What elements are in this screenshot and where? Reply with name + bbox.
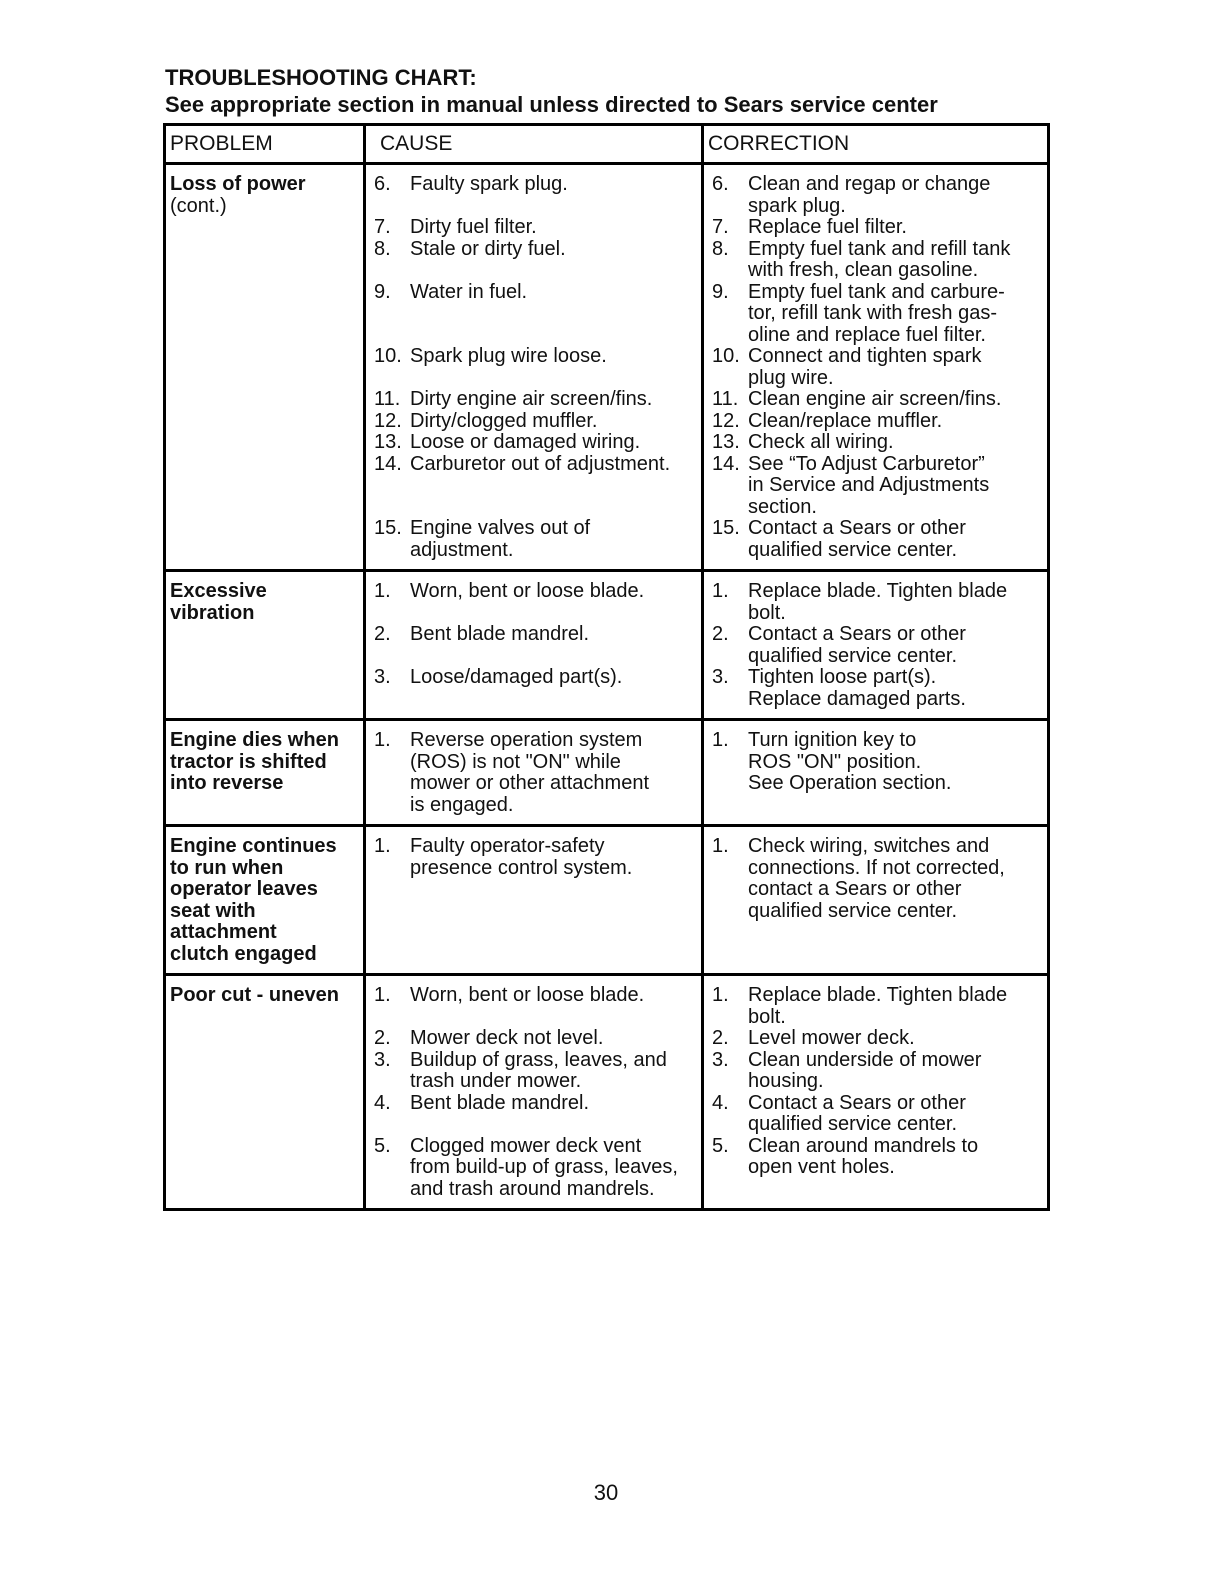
cause-item bbox=[374, 1028, 695, 1050]
cause-text: Reverse operation system (ROS) is not "ON" while mower or other attachment is engaged. bbox=[410, 729, 649, 816]
correction-number: 3. bbox=[712, 666, 729, 688]
cause-item bbox=[374, 1136, 695, 1201]
cause-number: 2. bbox=[374, 623, 391, 645]
correction-number: 13. bbox=[712, 431, 740, 453]
table-row bbox=[165, 826, 1049, 975]
cause-text: Worn, bent or loose blade. bbox=[410, 580, 645, 602]
correction-text: Check wiring, switches and connections. If not corrected, contact a Sears or other qualified service center. bbox=[748, 835, 1005, 922]
correction-number: 14. bbox=[712, 452, 740, 475]
cause-item bbox=[374, 581, 695, 624]
cause-text: Loose/damaged part(s). bbox=[410, 666, 623, 688]
correction-item bbox=[712, 1136, 1041, 1201]
header-problem: PROBLEM bbox=[165, 125, 365, 164]
cause-number: 12. bbox=[374, 409, 402, 432]
cause-item bbox=[374, 985, 695, 1028]
cause-item bbox=[374, 217, 695, 239]
cause-number: 2. bbox=[374, 1027, 391, 1049]
correction-item bbox=[712, 389, 1041, 411]
correction-text: Clean around mandrels to open vent holes. bbox=[748, 1134, 979, 1178]
cause-item bbox=[374, 730, 695, 816]
correction-text: Check all wiring. bbox=[748, 431, 894, 453]
cause-number: 7. bbox=[374, 216, 391, 238]
cause-number: 5. bbox=[374, 1134, 391, 1157]
cause-text: Dirty fuel filter. bbox=[410, 216, 537, 238]
table-header-row bbox=[165, 125, 1049, 164]
problem-title: Engine dies when tractor is shifted into reverse bbox=[170, 729, 339, 794]
cause-item bbox=[374, 667, 695, 710]
correction-text: See “To Adjust Carburetor” in Service and Adjustments section. bbox=[748, 452, 990, 518]
cause-number: 15. bbox=[374, 517, 402, 539]
correction-number: 1. bbox=[712, 729, 729, 751]
correction-item bbox=[712, 730, 1041, 816]
cause-text: Faulty operator-safety presence control system. bbox=[410, 835, 633, 879]
cause-item bbox=[374, 432, 695, 454]
troubleshooting-table bbox=[163, 123, 1050, 1211]
problem-cell bbox=[165, 720, 365, 826]
cause-text: Dirty/clogged muffler. bbox=[410, 409, 598, 432]
cause-item bbox=[374, 174, 695, 217]
correction-number: 1. bbox=[712, 984, 729, 1006]
correction-text: Connect and tighten spark plug wire. bbox=[748, 345, 982, 389]
correction-text: Empty fuel tank and refill tank with fresh, clean gasoline. bbox=[748, 237, 1011, 281]
correction-item bbox=[712, 432, 1041, 454]
cause-item bbox=[374, 389, 695, 411]
correction-text: Replace blade. Tighten blade bolt. bbox=[748, 580, 1008, 624]
problem-title: Engine continues to run when operator leaves seat with attachment clutch engaged bbox=[170, 835, 337, 965]
cause-cell bbox=[365, 164, 703, 571]
correction-text: Contact a Sears or other qualified service center. bbox=[748, 623, 966, 667]
cause-item bbox=[374, 836, 695, 922]
correction-number: 15. bbox=[712, 517, 740, 539]
cause-item bbox=[374, 518, 695, 561]
correction-number: 10. bbox=[712, 345, 740, 367]
problem-note: (cont.) bbox=[170, 194, 227, 217]
correction-item bbox=[712, 454, 1041, 519]
cause-text: Mower deck not level. bbox=[410, 1027, 604, 1049]
problem-title: Excessive vibration bbox=[170, 580, 267, 624]
cause-number: 8. bbox=[374, 237, 391, 260]
correction-text: Contact a Sears or other qualified service center. bbox=[748, 1091, 966, 1135]
cause-item bbox=[374, 346, 695, 389]
heading-subtitle: See appropriate section in manual unless directed to Sears service center bbox=[165, 92, 938, 117]
cause-text: Spark plug wire loose. bbox=[410, 345, 607, 367]
correction-cell bbox=[703, 975, 1049, 1210]
cause-cell bbox=[365, 720, 703, 826]
correction-text: Empty fuel tank and carbure- tor, refill tank with fresh gas- oline and replace fuel filter. bbox=[748, 280, 1005, 346]
problem-cell bbox=[165, 826, 365, 975]
cause-text: Loose or damaged wiring. bbox=[410, 431, 641, 453]
correction-cell bbox=[703, 826, 1049, 975]
table-row bbox=[165, 164, 1049, 571]
problem-title: Poor cut - uneven bbox=[170, 984, 339, 1006]
cause-number: 1. bbox=[374, 580, 391, 602]
cause-text: Carburetor out of adjustment. bbox=[410, 452, 671, 475]
correction-text: Clean underside of mower housing. bbox=[748, 1048, 982, 1092]
cause-number: 3. bbox=[374, 1048, 391, 1071]
correction-item bbox=[712, 518, 1041, 561]
correction-number: 3. bbox=[712, 1048, 729, 1071]
correction-number: 11. bbox=[712, 388, 739, 410]
correction-item bbox=[712, 581, 1041, 624]
chart-heading bbox=[165, 64, 938, 118]
table-row bbox=[165, 975, 1049, 1210]
cause-text: Worn, bent or loose blade. bbox=[410, 984, 645, 1006]
correction-item bbox=[712, 239, 1041, 282]
cause-number: 11. bbox=[374, 388, 401, 410]
correction-item bbox=[712, 174, 1041, 217]
cause-text: Dirty engine air screen/fins. bbox=[410, 388, 653, 410]
correction-item bbox=[712, 836, 1041, 922]
correction-text: Clean and regap or change spark plug. bbox=[748, 173, 991, 217]
cause-number: 10. bbox=[374, 345, 402, 367]
cause-item bbox=[374, 411, 695, 433]
cause-number: 4. bbox=[374, 1091, 391, 1114]
problem-cell bbox=[165, 571, 365, 720]
correction-number: 9. bbox=[712, 280, 729, 303]
correction-text: Replace fuel filter. bbox=[748, 216, 907, 238]
cause-number: 3. bbox=[374, 666, 391, 688]
correction-number: 1. bbox=[712, 580, 729, 602]
correction-number: 1. bbox=[712, 835, 729, 857]
correction-item bbox=[712, 985, 1041, 1028]
correction-item bbox=[712, 1028, 1041, 1050]
correction-number: 6. bbox=[712, 173, 729, 195]
correction-text: Contact a Sears or other qualified service center. bbox=[748, 517, 966, 561]
heading-title: TROUBLESHOOTING CHART: bbox=[165, 65, 477, 90]
correction-text: Clean/replace muffler. bbox=[748, 409, 943, 432]
cause-text: Faulty spark plug. bbox=[410, 173, 568, 195]
correction-number: 4. bbox=[712, 1091, 729, 1114]
correction-number: 2. bbox=[712, 623, 729, 645]
correction-item bbox=[712, 624, 1041, 667]
cause-number: 9. bbox=[374, 280, 391, 303]
cause-number: 1. bbox=[374, 835, 391, 857]
cause-number: 14. bbox=[374, 452, 402, 475]
problem-cell bbox=[165, 975, 365, 1210]
cause-number: 6. bbox=[374, 173, 391, 195]
problem-title: Loss of power bbox=[170, 173, 306, 195]
cause-text: Bent blade mandrel. bbox=[410, 1091, 590, 1114]
correction-item bbox=[712, 1093, 1041, 1136]
cause-item bbox=[374, 239, 695, 282]
correction-text: Replace blade. Tighten blade bolt. bbox=[748, 984, 1008, 1028]
correction-number: 8. bbox=[712, 237, 729, 260]
table-row bbox=[165, 571, 1049, 720]
cause-item bbox=[374, 1050, 695, 1093]
cause-number: 1. bbox=[374, 729, 391, 751]
cause-text: Bent blade mandrel. bbox=[410, 623, 590, 645]
cause-number: 13. bbox=[374, 431, 402, 453]
correction-number: 5. bbox=[712, 1134, 729, 1157]
correction-cell bbox=[703, 164, 1049, 571]
cause-cell bbox=[365, 975, 703, 1210]
correction-text: Level mower deck. bbox=[748, 1027, 915, 1049]
page-number: 30 bbox=[593, 1480, 619, 1505]
correction-item bbox=[712, 217, 1041, 239]
correction-item bbox=[712, 282, 1041, 347]
correction-number: 12. bbox=[712, 409, 740, 432]
cause-item bbox=[374, 624, 695, 667]
header-cause: CAUSE bbox=[365, 125, 703, 164]
correction-cell bbox=[703, 720, 1049, 826]
correction-text: Clean engine air screen/fins. bbox=[748, 388, 1002, 410]
cause-number: 1. bbox=[374, 984, 391, 1006]
cause-text: Stale or dirty fuel. bbox=[410, 237, 566, 260]
correction-item bbox=[712, 346, 1041, 389]
correction-item bbox=[712, 1050, 1041, 1093]
cause-item bbox=[374, 454, 695, 519]
correction-item bbox=[712, 411, 1041, 433]
header-correction: CORRECTION bbox=[703, 125, 1049, 164]
correction-number: 7. bbox=[712, 216, 729, 238]
cause-text: Water in fuel. bbox=[410, 280, 528, 303]
cause-cell bbox=[365, 826, 703, 975]
cause-text: Clogged mower deck vent from build-up of grass, leaves, and trash around mandrels. bbox=[410, 1134, 678, 1200]
correction-cell bbox=[703, 571, 1049, 720]
cause-item bbox=[374, 282, 695, 347]
table-row bbox=[165, 720, 1049, 826]
problem-cell bbox=[165, 164, 365, 571]
correction-number: 2. bbox=[712, 1027, 729, 1049]
correction-text: Tighten loose part(s). Replace damaged parts. bbox=[748, 666, 966, 710]
correction-text: Turn ignition key to ROS "ON" position. See Operation section. bbox=[748, 729, 952, 794]
correction-item bbox=[712, 667, 1041, 710]
cause-text: Engine valves out of adjustment. bbox=[410, 517, 591, 561]
cause-item bbox=[374, 1093, 695, 1136]
cause-cell bbox=[365, 571, 703, 720]
cause-text: Buildup of grass, leaves, and trash under mower. bbox=[410, 1048, 667, 1092]
